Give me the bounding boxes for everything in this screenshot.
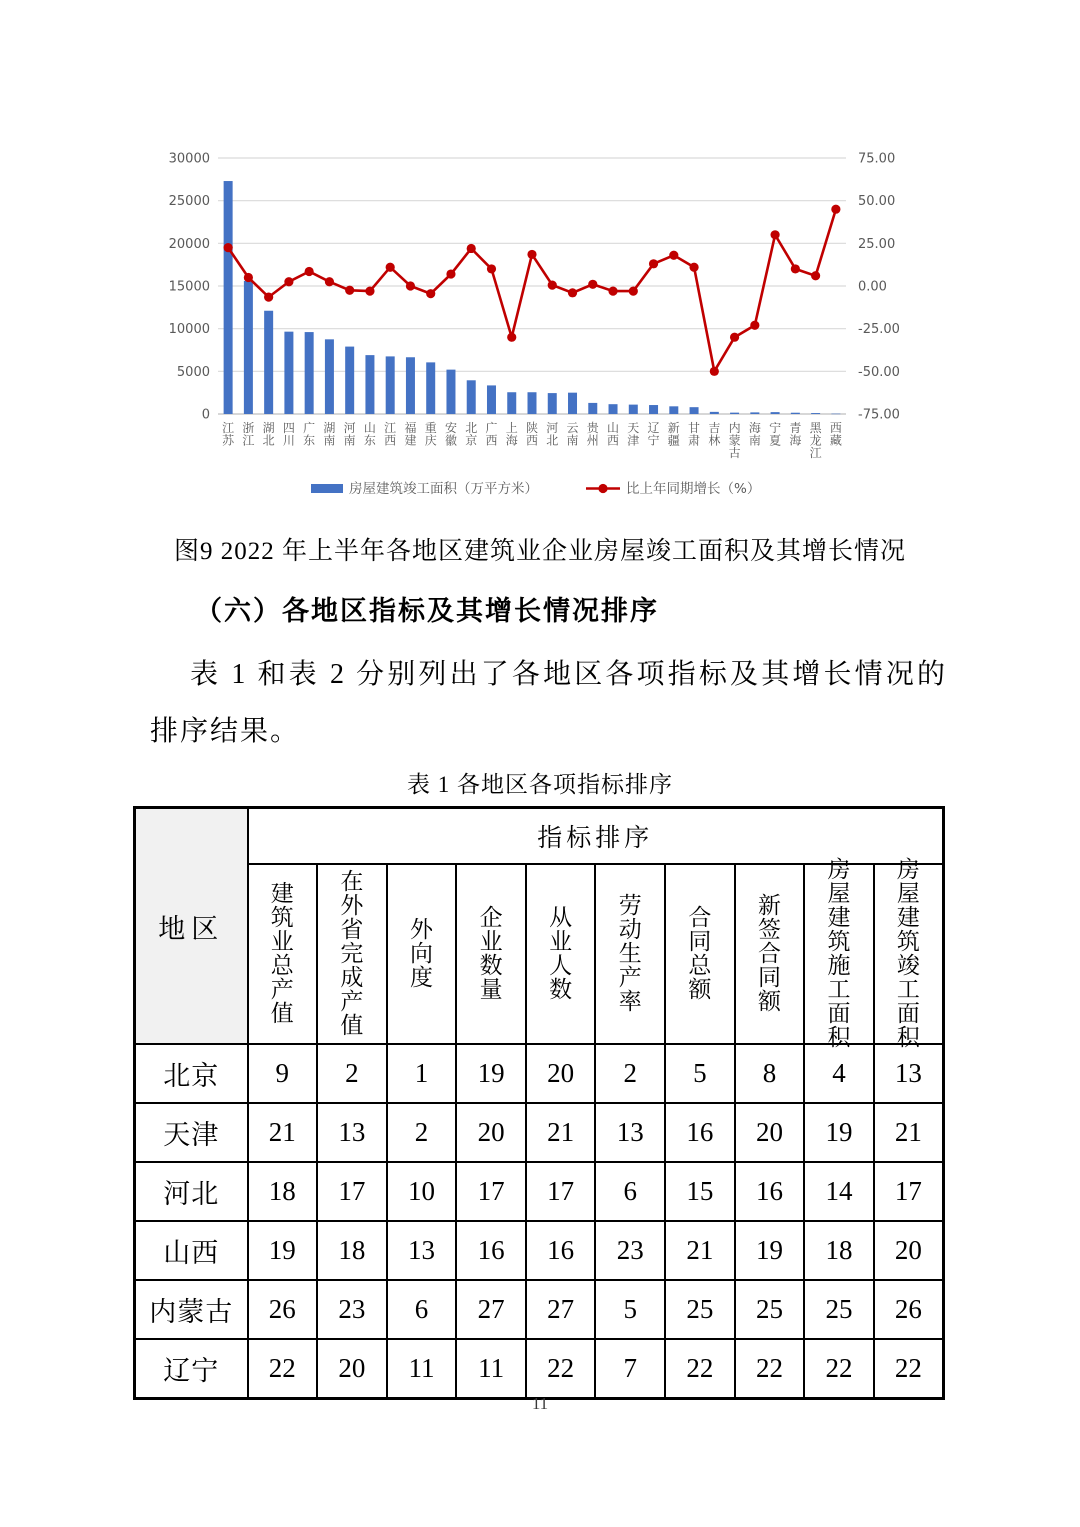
region-cell: 辽宁 — [135, 1339, 248, 1399]
column-header-label: 企 业 数 量 — [479, 905, 503, 1002]
table-row — [135, 1162, 944, 1221]
data-point-marker — [325, 277, 334, 286]
rank-cell: 25 — [804, 1280, 874, 1339]
rank-cell: 2 — [595, 1044, 665, 1103]
category-label: 新疆 — [667, 421, 680, 448]
right-axis — [858, 152, 900, 423]
rank-cell: 8 — [735, 1044, 805, 1103]
growth-line-series — [224, 205, 841, 376]
rank-cell: 22 — [665, 1339, 735, 1399]
region-cell: 北京 — [135, 1044, 248, 1103]
figure-caption: 图9 2022 年上半年各地区建筑业企业房屋竣工面积及其增长情况 — [173, 538, 906, 565]
category-label: 宁夏 — [769, 421, 782, 448]
rank-cell: 17 — [874, 1162, 944, 1221]
rank-cell: 6 — [387, 1280, 457, 1339]
category-label: 河南 — [343, 421, 356, 448]
rank-cell: 14 — [804, 1162, 874, 1221]
category-label: 甘肃 — [688, 421, 701, 448]
category-label: 内蒙古 — [728, 421, 741, 460]
data-point-marker — [689, 263, 698, 272]
bar — [507, 392, 516, 414]
rank-cell: 22 — [804, 1339, 874, 1399]
svg-text:10000: 10000 — [168, 322, 210, 338]
data-point-marker — [264, 292, 273, 301]
rank-cell: 20 — [456, 1103, 526, 1162]
svg-text:-25.00: -25.00 — [858, 322, 900, 338]
data-point-marker — [284, 277, 293, 286]
column-header-label: 合 同 总 额 — [688, 905, 712, 1002]
table-row — [135, 1339, 944, 1399]
rank-cell: 13 — [387, 1221, 457, 1280]
rank-cell: 16 — [456, 1221, 526, 1280]
column-header-label: 劳 动 生 产 率 — [618, 893, 642, 1014]
column-header — [665, 864, 735, 1044]
column-header-label: 房 屋 建 筑 施 工 面 积 — [827, 857, 851, 1050]
completion-area-chart — [156, 142, 916, 518]
category-label: 山东 — [363, 421, 376, 448]
rank-cell: 2 — [317, 1044, 387, 1103]
page-number: 11 — [531, 1394, 549, 1413]
column-header-label: 在 外 省 完 成 产 值 — [340, 869, 364, 1038]
category-label: 黑龙江 — [809, 421, 822, 460]
data-point-marker — [224, 243, 233, 252]
category-label: 西藏 — [829, 421, 842, 448]
data-point-marker — [608, 287, 617, 296]
table-row — [135, 1280, 944, 1339]
svg-text:25000: 25000 — [168, 194, 210, 210]
rank-cell: 18 — [804, 1221, 874, 1280]
column-header-label: 外 向 度 — [409, 917, 433, 990]
category-label: 河北 — [546, 421, 559, 448]
rank-cell: 21 — [874, 1103, 944, 1162]
rank-cell: 9 — [248, 1044, 318, 1103]
data-point-marker — [831, 205, 840, 214]
bar — [750, 412, 759, 414]
bar-legend-swatch — [311, 484, 343, 493]
data-point-marker — [467, 244, 476, 253]
rank-cell: 6 — [595, 1162, 665, 1221]
column-header — [874, 857, 944, 1050]
rank-cell: 16 — [665, 1103, 735, 1162]
bar — [325, 339, 334, 414]
body-paragraph: 表 1 和表 2 分别列出了各地区各项指标及其增长情况的排序结果。 — [150, 659, 947, 747]
chart-canvas — [156, 142, 916, 518]
rank-cell: 4 — [804, 1044, 874, 1103]
bar — [487, 385, 496, 414]
rank-cell: 22 — [874, 1339, 944, 1399]
bar — [345, 347, 354, 414]
column-header — [248, 864, 318, 1044]
rank-cell: 16 — [735, 1162, 805, 1221]
column-header — [804, 857, 874, 1050]
data-point-marker — [669, 251, 678, 260]
rank-cell: 27 — [456, 1280, 526, 1339]
svg-text:20000: 20000 — [168, 236, 210, 252]
rank-cell: 17 — [317, 1162, 387, 1221]
rank-cell: 17 — [456, 1162, 526, 1221]
bar — [791, 413, 800, 414]
data-point-marker — [548, 281, 557, 290]
category-label: 浙江 — [242, 421, 255, 448]
region-cell: 内蒙古 — [135, 1280, 248, 1339]
svg-text:-50.00: -50.00 — [858, 364, 900, 380]
rank-cell: 21 — [248, 1103, 318, 1162]
category-label: 北京 — [465, 421, 478, 448]
category-label: 辽宁 — [647, 421, 660, 448]
bar — [609, 404, 618, 414]
data-point-marker — [305, 267, 314, 276]
indicator-group-header: 指标排序 — [248, 808, 944, 865]
left-axis — [169, 152, 210, 423]
rank-cell: 25 — [665, 1280, 735, 1339]
bar — [467, 380, 476, 414]
region-column-header: 地区 — [135, 808, 248, 1045]
rank-cell: 19 — [248, 1221, 318, 1280]
category-label: 海南 — [748, 421, 761, 448]
bar-series — [224, 181, 841, 414]
rank-cell: 23 — [317, 1280, 387, 1339]
rank-cell: 23 — [595, 1221, 665, 1280]
data-point-marker — [244, 273, 253, 282]
rank-cell: 15 — [665, 1162, 735, 1221]
rank-cell: 2 — [387, 1103, 457, 1162]
bar — [264, 311, 273, 414]
rank-cell: 13 — [317, 1103, 387, 1162]
region-cell: 天津 — [135, 1103, 248, 1162]
growth-line — [228, 209, 836, 371]
rank-cell: 20 — [526, 1044, 596, 1103]
svg-text:30000: 30000 — [168, 151, 210, 167]
category-label: 湖南 — [323, 421, 336, 448]
svg-text:50.00: 50.00 — [858, 194, 896, 210]
data-point-marker — [446, 269, 455, 278]
category-label: 贵州 — [586, 421, 599, 448]
table-row — [135, 1221, 944, 1280]
rank-cell: 19 — [456, 1044, 526, 1103]
svg-text:5000: 5000 — [176, 364, 210, 380]
category-label: 天津 — [627, 421, 640, 448]
bar — [305, 332, 314, 414]
category-label: 广西 — [485, 421, 498, 448]
data-point-marker — [750, 321, 759, 330]
bar — [669, 406, 678, 414]
bar — [365, 355, 374, 414]
region-cell: 河北 — [135, 1162, 248, 1221]
rank-cell: 19 — [735, 1221, 805, 1280]
rank-cell: 13 — [595, 1103, 665, 1162]
svg-text:15000: 15000 — [168, 279, 210, 295]
column-header — [387, 864, 457, 1044]
rank-cell: 11 — [387, 1339, 457, 1399]
data-point-marker — [345, 286, 354, 295]
rank-cell: 5 — [595, 1280, 665, 1339]
bar — [629, 405, 638, 414]
table-title: 表 1 各地区各项指标排序 — [407, 772, 673, 797]
rank-cell: 10 — [387, 1162, 457, 1221]
rank-cell: 21 — [526, 1103, 596, 1162]
svg-text:75.00: 75.00 — [858, 151, 896, 167]
rank-cell: 20 — [874, 1221, 944, 1280]
column-header-label: 房 屋 建 筑 竣 工 面 积 — [896, 857, 920, 1050]
rank-cell: 17 — [526, 1162, 596, 1221]
category-label: 山西 — [607, 421, 620, 448]
category-label: 江西 — [384, 421, 397, 448]
rank-cell: 25 — [735, 1280, 805, 1339]
rank-cell: 26 — [248, 1280, 318, 1339]
svg-text:25.00: 25.00 — [858, 236, 896, 252]
bar — [831, 414, 840, 415]
rank-cell: 18 — [248, 1162, 318, 1221]
column-header-label: 从 业 人 数 — [549, 905, 573, 1002]
data-point-marker — [568, 288, 577, 297]
bar — [811, 413, 820, 414]
category-label: 安徽 — [444, 421, 457, 448]
column-header-label: 建 筑 业 总 产 值 — [270, 881, 294, 1026]
bar — [406, 357, 415, 414]
column-header-row — [135, 864, 944, 1044]
data-point-marker — [426, 289, 435, 298]
category-axis — [222, 420, 842, 460]
category-label: 重庆 — [424, 421, 437, 448]
rank-cell: 13 — [874, 1044, 944, 1103]
bar — [588, 403, 597, 414]
category-label: 吉林 — [708, 421, 721, 448]
category-label: 陕西 — [525, 421, 539, 448]
bar — [224, 181, 233, 414]
column-header — [317, 864, 387, 1044]
data-point-marker — [365, 287, 374, 296]
bar — [386, 356, 395, 414]
rank-cell: 22 — [735, 1339, 805, 1399]
rank-cell: 18 — [317, 1221, 387, 1280]
data-point-marker — [588, 280, 597, 289]
category-label: 福建 — [404, 421, 417, 448]
rank-cell: 1 — [387, 1044, 457, 1103]
data-point-marker — [527, 250, 536, 259]
region-cell: 山西 — [135, 1221, 248, 1280]
svg-text:0: 0 — [201, 407, 210, 423]
data-point-marker — [811, 271, 820, 280]
category-label: 上海 — [505, 421, 518, 448]
category-label: 青海 — [789, 421, 802, 448]
data-point-marker — [770, 230, 779, 239]
data-point-marker — [710, 367, 719, 376]
line-legend-marker — [598, 484, 607, 493]
table-row — [135, 1044, 944, 1103]
data-point-marker — [730, 333, 739, 342]
bar — [649, 405, 658, 414]
bar — [568, 393, 577, 414]
bar — [446, 370, 455, 414]
bar — [771, 412, 780, 414]
category-label: 广东 — [303, 421, 316, 448]
column-header — [456, 864, 526, 1044]
rank-table — [133, 806, 945, 1400]
rank-cell: 7 — [595, 1339, 665, 1399]
bar — [710, 412, 719, 414]
rank-cell: 20 — [735, 1103, 805, 1162]
svg-text:-75.00: -75.00 — [858, 407, 900, 423]
rank-cell: 19 — [804, 1103, 874, 1162]
bar — [690, 407, 699, 414]
column-header — [595, 864, 665, 1044]
rank-cell: 20 — [317, 1339, 387, 1399]
data-point-marker — [649, 259, 658, 268]
rank-cell: 22 — [248, 1339, 318, 1399]
column-header — [735, 864, 805, 1044]
category-label: 湖北 — [262, 421, 275, 448]
rank-cell: 27 — [526, 1280, 596, 1339]
data-point-marker — [487, 264, 496, 273]
svg-text:0.00: 0.00 — [858, 279, 887, 295]
rank-cell: 16 — [526, 1221, 596, 1280]
rank-cell: 11 — [456, 1339, 526, 1399]
rank-cell: 21 — [665, 1221, 735, 1280]
data-point-marker — [406, 281, 415, 290]
category-label: 云南 — [566, 421, 579, 448]
table-row — [135, 1103, 944, 1162]
data-point-marker — [791, 264, 800, 273]
bar — [244, 281, 253, 414]
data-point-marker — [507, 333, 516, 342]
bar-legend-label: 房屋建筑竣工面积（万平方米） — [349, 481, 538, 497]
bar — [528, 392, 537, 414]
column-header-label: 新 签 合 同 额 — [757, 893, 781, 1014]
data-point-marker — [629, 287, 638, 296]
rank-cell: 26 — [874, 1280, 944, 1339]
rank-cell: 22 — [526, 1339, 596, 1399]
category-label: 四川 — [282, 421, 295, 448]
category-label: 江苏 — [222, 421, 235, 448]
line-legend-label: 比上年同期增长（%） — [626, 481, 761, 497]
bar — [284, 332, 293, 414]
data-point-marker — [386, 263, 395, 272]
bar — [426, 362, 435, 414]
chart-legend — [311, 480, 760, 497]
rank-cell: 5 — [665, 1044, 735, 1103]
bar — [730, 413, 739, 414]
section-heading: （六）各地区指标及其增长情况排序 — [195, 596, 659, 626]
column-header — [526, 864, 596, 1044]
bar — [548, 393, 557, 414]
